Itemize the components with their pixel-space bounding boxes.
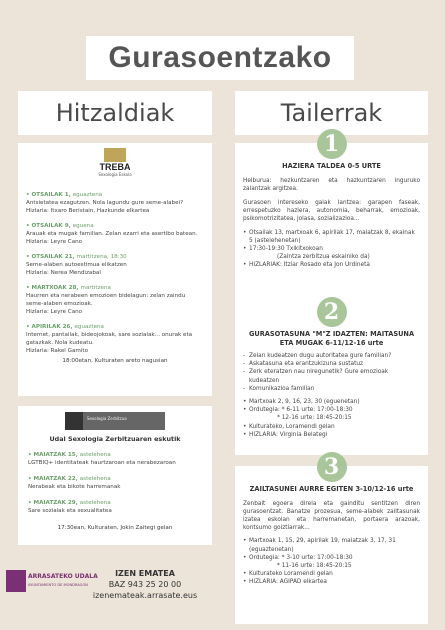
workshop-title: GURASOTASUNA "M"Z IDAZTEN: MAITASUNA ETA MUGAK 6-11/12-16 urte	[248, 330, 415, 347]
event-text: Nerabeak eta bikote harremanak	[28, 484, 121, 490]
workshop-item: • Ordutegia: * 6-11 urte: 17:00-18:30	[249, 406, 420, 414]
workshop-number: 2	[317, 297, 347, 327]
event-item	[28, 451, 202, 467]
udal-list	[28, 451, 202, 515]
registration-info	[80, 568, 210, 601]
talks-list	[26, 191, 204, 355]
udal-panel	[18, 406, 212, 545]
workshop-dash-item: - Zelan kudeatzen dugu autoritatea gure familian?	[249, 352, 420, 360]
workshop-number: 3	[317, 452, 347, 482]
city-name: ARRASATEKO UDALA	[28, 573, 98, 580]
registration-phone[interactable]: BAZ 943 25 20 00	[108, 580, 182, 589]
event-date-text: MARTXOAK 28,	[31, 285, 79, 291]
treba-logo-name: TREBA	[99, 162, 131, 172]
workshop-item: • Ordutegia: * 3-10 urte: 17:00-18:30	[249, 554, 420, 562]
workshop-item: • Martxoak 1, 15, 29, apirilak 19, maiatzak 3, 17, 31 (eguaztenetan)	[249, 537, 420, 553]
workshops-header-text: Tailerrak	[280, 99, 383, 127]
event-date: • OTSAILAK 21, martitzena, 18:30	[26, 254, 127, 260]
workshop-dash-list	[243, 352, 420, 393]
event-date: • APIRILAK 26, eguaztena	[26, 324, 104, 330]
workshop-dash-item: - Zerk eteratzen nau niregunetik? Gure emozioak kudeatzen	[249, 368, 420, 384]
event-date-text: OTSAILAK 1,	[31, 192, 71, 198]
treba-logo-sub: Sexologia Eskola	[98, 172, 132, 177]
event-date: • OTSAILAK 1, eguaztena	[26, 192, 103, 198]
event-date-text: OTSAILAK 21,	[31, 254, 75, 260]
event-speaker: Hizlaria: Leyre Cano	[26, 239, 83, 245]
event-speaker: Hizlaria: Itxaro Beristain, Hazkunde elkartea	[26, 208, 150, 214]
event-item	[26, 222, 204, 246]
event-date-text: OTSAILAK 9,	[31, 223, 71, 229]
workshop-item: • Kulturateko Loramendi gelan	[249, 570, 420, 578]
udal-footer: 17:30ean, Kulturaten, Jokin Zaitegi gelan	[57, 525, 173, 531]
event-text: Arauak eta mugak familian. Zelan ezarri eta asertibo batean.	[26, 231, 198, 237]
event-weekday: eguena	[72, 223, 94, 229]
event-speaker: Hizlaria: Nerea Mendizabal	[26, 270, 101, 276]
treba-logo	[94, 148, 136, 184]
workshop-items	[243, 537, 420, 586]
registration-email[interactable]: izenemateak.arrasate.eus	[92, 591, 198, 600]
event-weekday: eguaztena	[72, 192, 103, 198]
workshop-paragraph: Zenbait egoera direla eta gainditu sentitzen diren gurasoentzat. Banatze prozesua, seme-alabek zailtasunak izatea eskolan eta harremanetan, portaera arazoak, kontsumo goiztiarrak...	[243, 500, 420, 532]
event-date: • OTSAILAK 9, eguena	[26, 223, 94, 229]
workshop-paragraph: Helburua: hezkuntzaren eta hazkuntzaren inguruko zalantzak argitzea.	[243, 177, 420, 192]
city-logo-icon	[6, 570, 26, 592]
event-weekday: martitzena, 18:30	[76, 254, 127, 260]
workshop-item: • 17:30-19:30 Txikitxokoan	[249, 245, 420, 253]
event-text: Internet, pantailak, bideojokoak, sare sozialak... onurak eta gatazkak. Nola kudeatu.	[26, 332, 193, 346]
event-speaker: Hizlaria: Rakel Gamito	[26, 348, 89, 354]
udal-logo	[65, 412, 165, 430]
talks-footer: 18:00etan, Kulturaten areto nagusian	[62, 358, 168, 364]
event-text: Sare sozialak eta sexualitatea	[28, 508, 112, 514]
udal-title: Udal Sexologia Zerbitzuaren eskutik	[49, 435, 181, 443]
talks-header-text: Hitzaldiak	[55, 99, 175, 127]
event-date-text: MAIATZAK 15,	[33, 452, 78, 458]
event-date-text: MAIATZAK 29,	[33, 500, 78, 506]
udal-logo-text: Sexologia Zerbitzua	[87, 416, 127, 421]
workshop-2	[235, 299, 428, 455]
event-item	[28, 475, 202, 491]
page-title: Gurasoentzako	[108, 41, 332, 74]
event-date-text: APIRILAK 26,	[31, 324, 73, 330]
workshop-item: • HIZLARIA: Virginia Belategi	[249, 431, 420, 439]
workshop-item: • Kulturateko, Loramendi gelan	[249, 423, 420, 431]
event-item	[26, 284, 204, 316]
event-date: • MAIATZAK 29, astelehena	[28, 500, 111, 506]
event-item	[26, 323, 204, 355]
event-weekday: astelehena	[79, 476, 111, 482]
event-item	[28, 499, 202, 515]
event-item	[26, 253, 204, 277]
registration-title: IZEN EMATEA	[115, 569, 175, 578]
workshop-items	[243, 398, 420, 439]
workshop-dash-item: - Askatasuna eta erantzukizuna sustatuz	[249, 360, 420, 368]
workshop-item: * 12-16 urte: 18:45-20:15	[277, 415, 352, 422]
workshop-title: ZAILTASUNEI AURRE EGITEN 3-10/12-16 urte	[249, 485, 414, 493]
event-text: Haurren eta nerabeen emozioen bidelagun: zelan zaindu seme-alaben emozioak.	[26, 293, 186, 307]
city-sub: AYUNTAMIENTO DE MONDRAGÓN	[28, 583, 88, 587]
workshop-3	[235, 454, 428, 624]
workshop-item: • Otsailak 13, martxoak 6, apirilak 17, maiatzak 8, ekainak 5 (astelehenetan)	[249, 229, 420, 245]
event-text: Antsietatea ezagutzen. Nola lagundu gure seme-alabei?	[26, 200, 184, 206]
title-banner	[86, 36, 354, 80]
talks-panel	[18, 143, 212, 396]
event-date: • MARTXOAK 28, martitzena	[26, 285, 111, 291]
treba-logo-mark	[104, 148, 126, 162]
event-text: Seme-alaben autoestimua elikatzen	[26, 262, 127, 268]
event-date: • MAIATZAK 22, astelehena	[28, 476, 111, 482]
event-date: • MAIATZAK 15, astelehena	[28, 452, 111, 458]
event-weekday: eguaztena	[74, 324, 104, 330]
workshop-title: HAZIERA TALDEA 0-5 URTE	[282, 162, 381, 170]
event-weekday: martitzena	[80, 285, 111, 291]
event-item	[26, 191, 204, 215]
workshop-item: * 11-16 urte: 18:45-20:15	[277, 562, 352, 569]
workshop-item: (Zaintza zerbitzua eskainiko da)	[277, 254, 370, 261]
event-speaker: Hizlaria: Leyre Cano	[26, 309, 83, 315]
talks-header	[18, 91, 212, 135]
workshop-item: • Martxoak 2, 9, 16, 23, 30 (eguenetan)	[249, 398, 420, 406]
event-weekday: astelehena	[79, 452, 111, 458]
workshop-item: • HIZLARIA: AGIPAD elkartea	[249, 578, 420, 586]
event-weekday: astelehena	[79, 500, 111, 506]
workshop-dash-item: - Komunikazioa familian	[249, 385, 420, 393]
event-text: LGTBIQ+ identitateak haurtzaroan eta nerabezaroan	[28, 460, 176, 466]
workshop-item: • HIZLARIAK: Itziar Rosado eta Jon Urdineta	[249, 261, 420, 269]
workshop-number: 1	[317, 129, 347, 159]
workshop-items	[243, 229, 420, 270]
workshop-paragraph: Gurasoen intereseko gaiak lantzea: garapen faseak, errespetuzko haziera, autonomia, beharrak, emozioak, psikomotrizitatea, jolasa, sozializazioa...	[243, 199, 420, 223]
event-date-text: MAIATZAK 22,	[33, 476, 78, 482]
workshop-1	[235, 131, 428, 311]
